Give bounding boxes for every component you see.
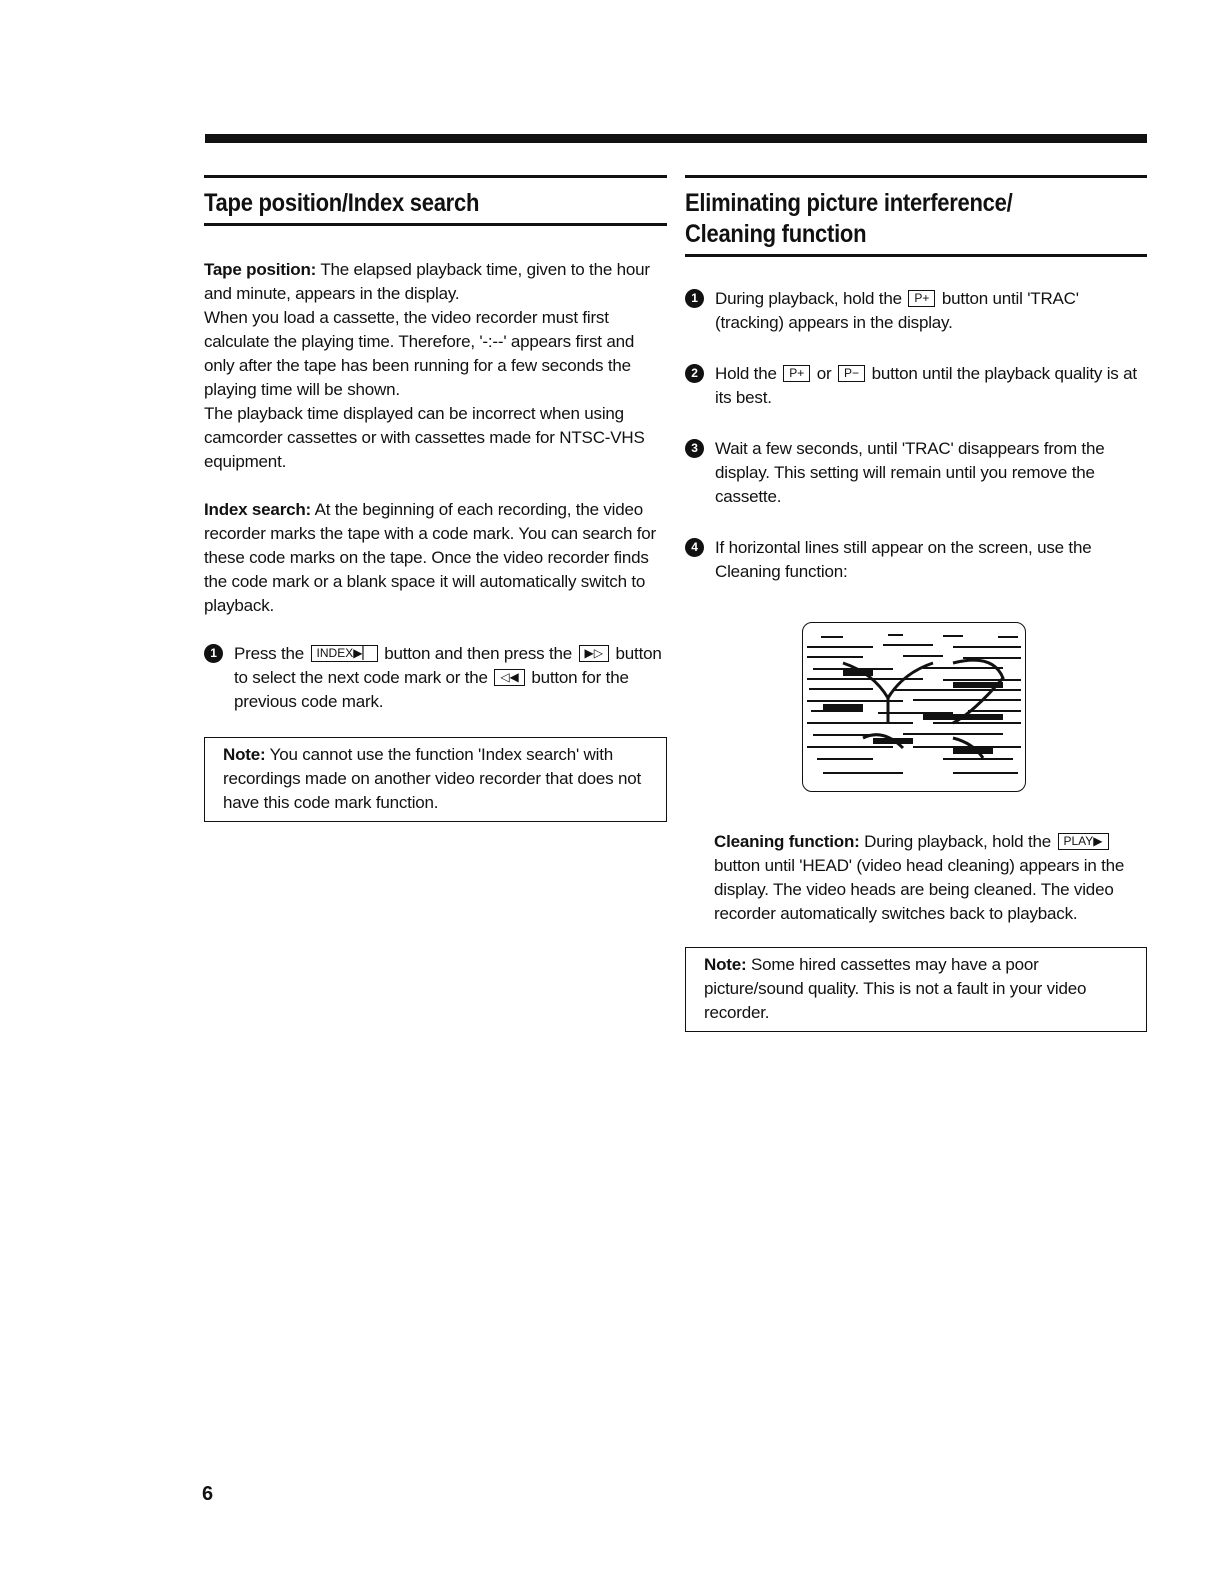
tracking-step-1	[685, 287, 1147, 335]
rewind-key-icon: ◁◀	[494, 669, 524, 686]
p-plus-key-icon: P+	[783, 365, 810, 382]
note-text: Some hired cassettes may have a poor picture/sound quality. This is not a fault in your video recorder.	[704, 955, 1087, 1022]
section-title-line2: Cleaning function	[685, 220, 867, 248]
tracking-step-4	[685, 536, 1147, 584]
tape-position-text3: The playback time displayed can be incorrect when using camcorder cassettes or with cassettes made for NTSC-VHS equipment.	[204, 404, 645, 471]
step-text: button to select the next code mark or the	[234, 644, 662, 687]
step-text: Wait a few seconds, until 'TRAC' disappears from the display. This setting will remain until you remove the cassette.	[715, 439, 1105, 506]
step-text: If horizontal lines still appear on the screen, use the Cleaning function:	[715, 538, 1092, 581]
note-box	[204, 737, 667, 822]
step-number-2: 2	[685, 364, 704, 383]
interference-screen-illustration	[802, 622, 1026, 792]
step-text: button until 'TRAC' (tracking) appears in the display.	[715, 289, 1079, 332]
section-title: Tape position/Index search	[204, 189, 480, 217]
tape-position-text2: When you load a cassette, the video recorder must first calculate the playing time. Therefore, '-:--' appears first and only after the tape has been running for a few seconds the playing time will be shown.	[204, 308, 635, 399]
step-text: Hold the	[715, 364, 782, 383]
section-rule-bottom	[204, 223, 667, 226]
cleaning-paragraph	[685, 830, 1147, 926]
cleaning-label: Cleaning function:	[714, 832, 860, 851]
step-text: During playback, hold the	[715, 289, 907, 308]
index-search-label: Index search:	[204, 500, 312, 519]
step-text: button for the previous code mark.	[234, 668, 629, 711]
step-text: or	[812, 364, 837, 383]
step-text: button and then press the	[379, 644, 577, 663]
tracking-step-2	[685, 362, 1147, 410]
p-plus-key-icon: P+	[908, 290, 935, 307]
index-step-1	[204, 642, 667, 714]
section-rule-bottom	[685, 254, 1147, 257]
index-search-paragraph	[204, 498, 667, 618]
step-text: Press the	[234, 644, 309, 663]
step-number-3: 3	[685, 439, 704, 458]
index-key-icon: INDEX▶▏	[311, 645, 378, 662]
play-key-icon: PLAY▶	[1058, 833, 1109, 850]
step-number-1: 1	[204, 644, 223, 663]
note-box	[685, 947, 1147, 1032]
page-number: 6	[202, 1483, 214, 1505]
index-search-text: At the beginning of each recording, the video recorder marks the tape with a code mark. You can search for these code marks on the tape. Once the video recorder finds the code mark or a blank space it will automatically switch to playback.	[204, 500, 656, 615]
section-title-line1: Eliminating picture interference/	[685, 189, 1013, 217]
step-text: button until the playback quality is at its best.	[715, 364, 1137, 407]
tape-position-paragraph	[204, 258, 667, 474]
tape-position-text1: The elapsed playback time, given to the hour and minute, appears in the display.	[204, 260, 650, 303]
step-number-1: 1	[685, 289, 704, 308]
p-minus-key-icon: P−	[838, 365, 865, 382]
cleaning-text: button until 'HEAD' (video head cleaning) appears in the display. The video heads are being cleaned. The video recorder automatically switches back to playback.	[714, 856, 1125, 923]
cleaning-text: During playback, hold the	[859, 832, 1056, 851]
note-label: Note:	[223, 745, 266, 764]
tracking-step-3	[685, 437, 1147, 509]
interference-lines-icon	[803, 623, 1025, 791]
top-rule	[205, 134, 1147, 143]
note-label: Note:	[704, 955, 747, 974]
right-column	[685, 175, 1147, 1032]
forward-key-icon: ▶▷	[579, 645, 609, 662]
tape-position-label: Tape position:	[204, 260, 317, 279]
note-text: You cannot use the function 'Index search' with recordings made on another video recorder that does not have this code mark function.	[223, 745, 642, 812]
left-column	[204, 175, 667, 822]
step-number-4: 4	[685, 538, 704, 557]
